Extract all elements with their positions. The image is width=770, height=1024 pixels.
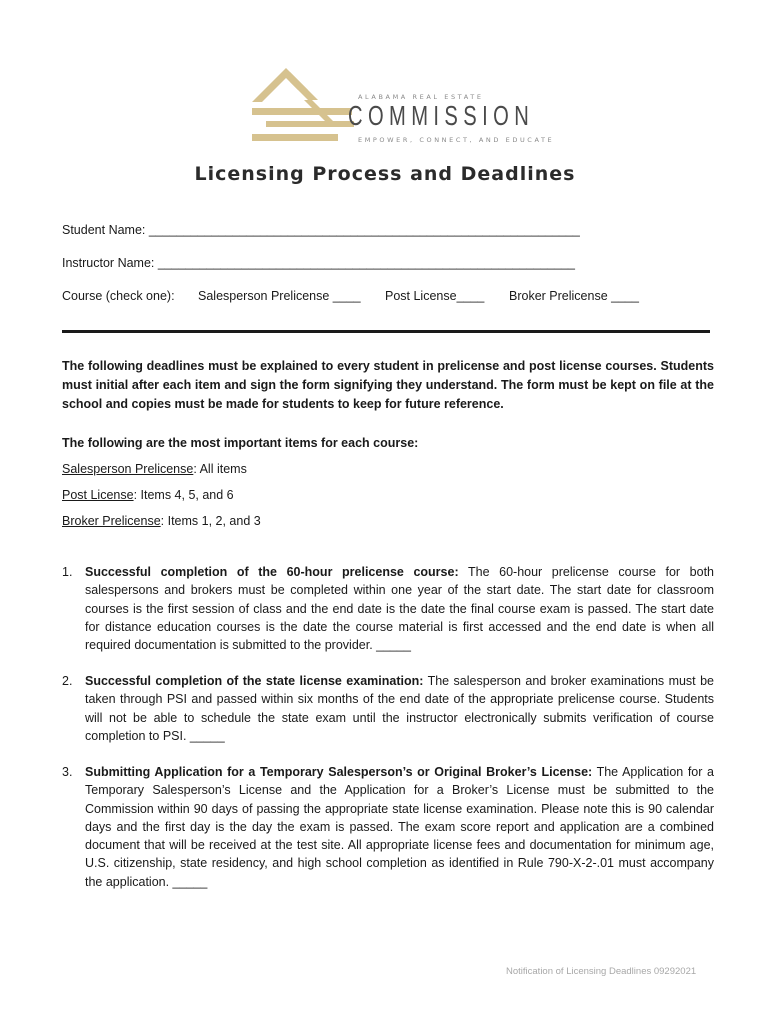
logo-tagline-top: ALABAMA REAL ESTATE xyxy=(358,93,484,101)
footer-note: Notification of Licensing Deadlines 09292021 xyxy=(506,966,697,977)
student-name-field[interactable]: Student Name: ______________________________________________________________ xyxy=(62,223,580,237)
instructor-name-field[interactable]: Instructor Name: ____________________________________________________________ xyxy=(62,256,575,270)
option-post-license[interactable]: Post License____ xyxy=(385,289,485,303)
course-items: : All items xyxy=(193,462,247,476)
logo-wordmark: COMMISSION xyxy=(348,100,535,131)
item-number: 1. xyxy=(62,565,73,579)
deadline-item-2 xyxy=(62,672,714,745)
item-lead: Successful completion of the state license examination: xyxy=(85,674,424,688)
item-number: 2. xyxy=(62,674,73,688)
page-title: Licensing Process and Deadlines xyxy=(194,163,576,185)
item-text: The salesperson and broker examinations must be taken through PSI and passed within six months of the end date of the appropriate prelicense course. Students will not be able to schedule the state exam until the instructor electronically submits verification of course completion to PSI. _____ xyxy=(85,674,714,743)
deadline-item-1 xyxy=(62,563,714,654)
course-line-post-license xyxy=(62,488,234,502)
item-lead: Submitting Application for a Temporary Salesperson’s or Original Broker’s License: xyxy=(85,765,593,779)
option-salesperson-prelicense[interactable]: Salesperson Prelicense ____ xyxy=(198,289,361,303)
item-text: The 60-hour prelicense course for both salespersons and brokers must be completed within one year of the start date. The start date for classroom courses is the first session of class and the end date is the date the final course exam is passed. The start date for distance education courses is the date the course material is first accessed and the end date is when all required documentation is submitted to the provider. _____ xyxy=(85,565,714,653)
house-roof-icon xyxy=(252,68,356,148)
item-lead: Successful completion of the 60-hour prelicense course: xyxy=(85,565,459,579)
course-line-salesperson xyxy=(62,462,247,476)
important-items-heading: The following are the most important items for each course: xyxy=(62,436,419,450)
course-name: Salesperson Prelicense xyxy=(62,462,194,476)
course-label: Course (check one): xyxy=(62,289,175,303)
item-text: The Application for a Temporary Salesperson’s License and the Application for a Broker’s License must be submitted to the Commission within 90 days of passing the appropriate state license examination. Please note this is 90 calendar days and the first day is the day the exam is passed. The exam score report and application are a combined document that will be received at the test site. All appropriate license fees and documentation for minimum age, U.S. citizenship, state residency, and high school completion as identified in Rule 790-X-2-.01 must accompany the application. _____ xyxy=(85,765,714,889)
logo-tagline-bottom: EMPOWER, CONNECT, AND EDUCATE xyxy=(358,136,555,144)
item-number: 3. xyxy=(62,765,73,779)
deadline-item-3 xyxy=(62,763,714,891)
course-name: Post License xyxy=(62,488,134,502)
divider-rule xyxy=(62,330,710,333)
course-items: : Items 1, 2, and 3 xyxy=(160,514,261,528)
course-name: Broker Prelicense xyxy=(62,514,161,528)
intro-paragraph: The following deadlines must be explained to every student in prelicense and post license courses. Students must initial after each item and sign the form signifying they understand. The form must be kept on file at the school and copies must be made for students to keep for future reference. xyxy=(62,359,714,411)
course-items: : Items 4, 5, and 6 xyxy=(133,488,234,502)
option-broker-prelicense[interactable]: Broker Prelicense ____ xyxy=(509,289,639,303)
course-line-broker xyxy=(62,514,261,528)
commission-logo xyxy=(252,68,555,148)
